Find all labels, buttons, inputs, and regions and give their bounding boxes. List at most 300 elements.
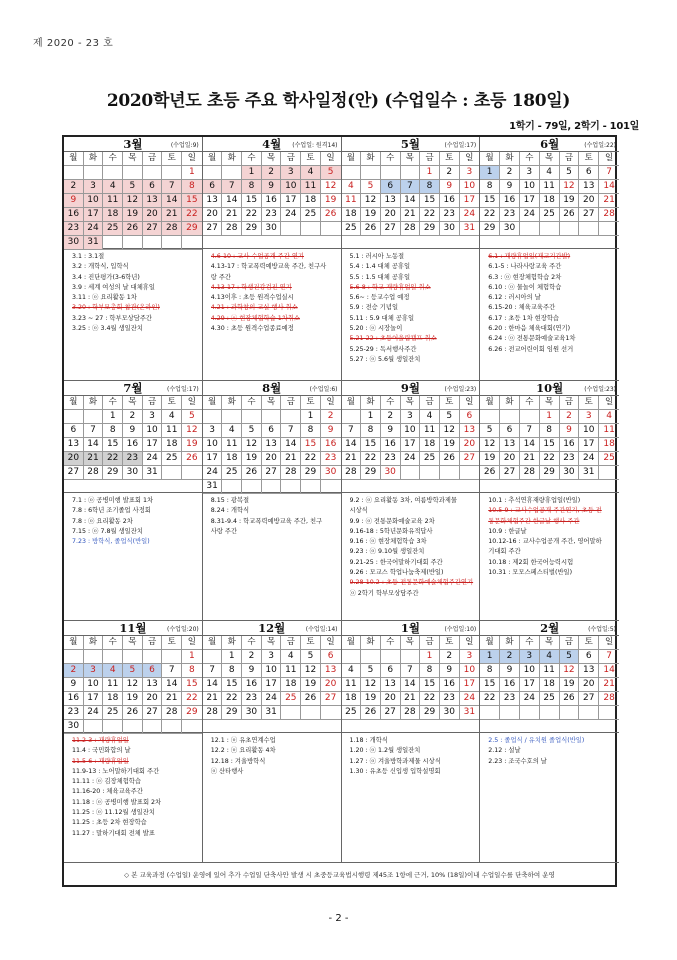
weekday-header: 목 bbox=[401, 396, 421, 410]
empty-cell bbox=[123, 720, 143, 734]
weekday-header: 금 bbox=[560, 152, 580, 166]
month-name: 6월 bbox=[540, 137, 560, 151]
weekday-header: 금 bbox=[281, 396, 301, 410]
day-cell: 4 bbox=[103, 664, 123, 678]
school-days-count: (수업일:6) bbox=[309, 386, 338, 393]
day-cell: 30 bbox=[321, 466, 341, 480]
day-cell: 29 bbox=[182, 222, 202, 236]
day-cell: 8 bbox=[182, 180, 202, 194]
day-cell: 17 bbox=[143, 438, 163, 452]
day-cell: 11 bbox=[103, 678, 123, 692]
day-cell: 7 bbox=[401, 664, 421, 678]
event-item: 6.10 : ⓞ 물놀이 체험학습 bbox=[488, 283, 562, 291]
day-cell: 3 bbox=[203, 424, 223, 438]
day-cell: 12 bbox=[361, 194, 381, 208]
day-cell: 12 bbox=[301, 664, 321, 678]
day-cell: 19 bbox=[321, 194, 341, 208]
month-header bbox=[480, 381, 619, 395]
month-calendar bbox=[64, 381, 203, 493]
empty-cell bbox=[560, 222, 580, 236]
month-header bbox=[480, 621, 619, 635]
month-header bbox=[342, 381, 480, 395]
event-item: 5.9 : 전승 기념일 bbox=[349, 304, 399, 312]
event-item: 11.2-3 : 재량휴업일 bbox=[72, 737, 129, 744]
day-cell: 17 bbox=[262, 678, 282, 692]
empty-cell bbox=[342, 410, 362, 424]
day-cell: 21 bbox=[401, 692, 421, 706]
day-cell: 13 bbox=[143, 194, 163, 208]
day-cell: 5 bbox=[560, 650, 580, 664]
weekday-header: 토 bbox=[162, 396, 182, 410]
day-cell: 1 bbox=[242, 166, 262, 180]
day-cell: 31 bbox=[579, 466, 599, 480]
day-cell: 14 bbox=[84, 438, 104, 452]
day-cell: 28 bbox=[401, 222, 421, 236]
day-cell: 1 bbox=[540, 410, 560, 424]
empty-cell bbox=[64, 650, 84, 664]
day-cell: 17 bbox=[460, 678, 480, 692]
school-days-count: (수업일:17) bbox=[444, 142, 477, 149]
event-item: 11.27 : 말하기대회 전체 발표 bbox=[72, 829, 155, 837]
month-calendar bbox=[480, 137, 619, 249]
day-cell: 5 bbox=[182, 410, 202, 424]
month-name: 1월 bbox=[400, 621, 420, 635]
day-cell: 1 bbox=[480, 166, 500, 180]
day-cell: 15 bbox=[540, 438, 560, 452]
day-cell: 6 bbox=[321, 650, 341, 664]
day-cell: 19 bbox=[560, 194, 580, 208]
day-cell: 8 bbox=[420, 180, 440, 194]
day-cell: 13 bbox=[321, 664, 341, 678]
empty-cell bbox=[242, 410, 262, 424]
day-cell: 15 bbox=[480, 194, 500, 208]
empty-cell bbox=[440, 466, 460, 480]
event-item: 12.2 : ⓞ 요리활동 4차 bbox=[210, 747, 276, 755]
month-grid bbox=[480, 635, 619, 720]
page-title: 2020학년도 초등 주요 학사일정(안) (수업일수 : 초등 180일) bbox=[106, 91, 571, 111]
empty-cell bbox=[520, 222, 540, 236]
weekday-header: 월 bbox=[342, 396, 362, 410]
day-cell: 13 bbox=[579, 180, 599, 194]
event-item: 11.11 : ⓞ 김장체험학습 bbox=[72, 778, 141, 786]
event-item: 11.25 : ⓞ 11.12월 생일잔치 bbox=[72, 809, 155, 817]
event-item: 9.9 : ⓞ 전통문화예술교육 2차 bbox=[349, 517, 435, 525]
month-header bbox=[64, 621, 202, 635]
school-days-count: (수업일:10) bbox=[444, 626, 477, 633]
day-cell: 10 bbox=[203, 438, 223, 452]
day-cell: 7 bbox=[401, 180, 421, 194]
day-cell: 14 bbox=[401, 678, 421, 692]
day-cell: 26 bbox=[480, 466, 500, 480]
day-cell: 4 bbox=[342, 664, 362, 678]
empty-cell bbox=[103, 166, 123, 180]
day-cell: 17 bbox=[84, 692, 104, 706]
weekday-header: 수 bbox=[242, 152, 262, 166]
weekday-header: 일 bbox=[460, 636, 480, 650]
weekday-header: 금 bbox=[281, 152, 301, 166]
empty-cell bbox=[162, 720, 182, 734]
event-item: 10.1 : 추석연휴재량휴업일(반일) bbox=[488, 497, 581, 504]
day-cell: 9 bbox=[64, 194, 84, 208]
day-cell: 11 bbox=[599, 424, 619, 438]
day-cell: 18 bbox=[281, 678, 301, 692]
day-cell: 18 bbox=[342, 208, 362, 222]
weekday-header: 목 bbox=[123, 396, 143, 410]
day-cell: 29 bbox=[420, 706, 440, 720]
day-cell: 27 bbox=[64, 466, 84, 480]
day-cell: 2 bbox=[64, 664, 84, 678]
day-cell: 1 bbox=[182, 650, 202, 664]
empty-cell bbox=[203, 166, 223, 180]
day-cell: 6 bbox=[262, 424, 282, 438]
day-cell: 30 bbox=[440, 222, 460, 236]
day-cell: 4 bbox=[103, 180, 123, 194]
day-cell: 31 bbox=[203, 480, 223, 494]
day-cell: 30 bbox=[560, 466, 580, 480]
day-cell: 17 bbox=[401, 438, 421, 452]
day-cell: 10 bbox=[520, 180, 540, 194]
empty-cell bbox=[84, 166, 104, 180]
month-calendar bbox=[203, 381, 342, 493]
weekday-header: 토 bbox=[440, 396, 460, 410]
day-cell: 19 bbox=[123, 208, 143, 222]
month-events bbox=[480, 733, 619, 863]
day-cell: 6 bbox=[460, 410, 480, 424]
day-cell: 14 bbox=[281, 438, 301, 452]
event-item: 9.16 : ⓞ 현장체험학습 3차 bbox=[349, 538, 427, 546]
event-item: 시상식 bbox=[349, 507, 368, 515]
day-cell: 7 bbox=[203, 664, 223, 678]
day-cell: 9 bbox=[381, 424, 401, 438]
day-cell: 29 bbox=[361, 466, 381, 480]
weekday-header: 화 bbox=[84, 636, 104, 650]
day-cell: 4 bbox=[420, 410, 440, 424]
month-events bbox=[342, 733, 481, 863]
school-days-count: (수업일:23) bbox=[584, 386, 616, 393]
weekday-header: 목 bbox=[123, 152, 143, 166]
day-cell: 21 bbox=[281, 452, 301, 466]
day-cell: 5 bbox=[480, 424, 500, 438]
day-cell: 16 bbox=[500, 194, 520, 208]
event-item: 11.16-20 : 체육교육주간 bbox=[72, 788, 143, 796]
month-grid bbox=[342, 395, 480, 480]
empty-cell bbox=[262, 410, 282, 424]
day-cell: 2 bbox=[440, 166, 460, 180]
weekday-header: 목 bbox=[262, 396, 282, 410]
month-header bbox=[203, 381, 341, 395]
day-cell: 10 bbox=[579, 424, 599, 438]
event-item: 3.9 : 세계 여성의 날 대체휴일 bbox=[72, 283, 155, 291]
event-item: 4.13이후 : 초등 원격수업실시 bbox=[210, 294, 294, 302]
weekday-header: 화 bbox=[222, 636, 242, 650]
month-calendar bbox=[480, 621, 619, 733]
day-cell: 23 bbox=[64, 222, 84, 236]
month-calendar bbox=[342, 621, 481, 733]
day-cell: 6 bbox=[579, 166, 599, 180]
day-cell: 14 bbox=[401, 194, 421, 208]
day-cell: 22 bbox=[301, 452, 321, 466]
day-cell: 11 bbox=[342, 678, 362, 692]
empty-cell bbox=[203, 410, 223, 424]
weekday-header: 토 bbox=[301, 396, 321, 410]
event-item: 5.11 : 5.9 대체 공휴일 bbox=[349, 314, 415, 322]
day-cell: 5 bbox=[361, 180, 381, 194]
day-cell: 15 bbox=[182, 194, 202, 208]
day-cell: 16 bbox=[64, 692, 84, 706]
day-cell: 18 bbox=[162, 438, 182, 452]
day-cell: 2 bbox=[560, 410, 580, 424]
day-cell: 18 bbox=[599, 438, 619, 452]
day-cell: 14 bbox=[342, 438, 362, 452]
weekday-header: 일 bbox=[599, 396, 619, 410]
event-item: 5.20 : ⓞ 시장놀이 bbox=[349, 325, 403, 333]
event-item: 2.12 : 설날 bbox=[488, 747, 521, 755]
day-cell: 21 bbox=[401, 208, 421, 222]
day-cell: 19 bbox=[361, 692, 381, 706]
school-days-count: (수업일:17) bbox=[167, 386, 199, 393]
day-cell: 16 bbox=[440, 194, 460, 208]
empty-cell bbox=[500, 706, 520, 720]
empty-cell bbox=[520, 410, 540, 424]
day-cell: 21 bbox=[342, 452, 362, 466]
day-cell: 18 bbox=[301, 194, 321, 208]
day-cell: 17 bbox=[520, 194, 540, 208]
day-cell: 22 bbox=[480, 208, 500, 222]
day-cell: 1 bbox=[480, 650, 500, 664]
day-cell: 20 bbox=[143, 692, 163, 706]
day-cell: 21 bbox=[203, 692, 223, 706]
empty-cell bbox=[342, 650, 362, 664]
day-cell: 20 bbox=[579, 194, 599, 208]
weekday-header: 일 bbox=[321, 152, 341, 166]
day-cell: 19 bbox=[182, 438, 202, 452]
day-cell: 27 bbox=[143, 222, 163, 236]
day-cell: 12 bbox=[123, 194, 143, 208]
day-cell: 22 bbox=[182, 208, 202, 222]
day-cell: 23 bbox=[123, 452, 143, 466]
day-cell: 7 bbox=[162, 664, 182, 678]
day-cell: 28 bbox=[84, 466, 104, 480]
day-cell: 15 bbox=[361, 438, 381, 452]
day-cell: 28 bbox=[281, 466, 301, 480]
day-cell: 8 bbox=[103, 424, 123, 438]
empty-cell bbox=[281, 480, 301, 494]
month-header bbox=[203, 137, 341, 151]
day-cell: 12 bbox=[560, 180, 580, 194]
day-cell: 27 bbox=[203, 222, 223, 236]
day-cell: 29 bbox=[301, 466, 321, 480]
day-cell: 14 bbox=[520, 438, 540, 452]
day-cell: 22 bbox=[361, 452, 381, 466]
weekday-header: 일 bbox=[460, 396, 480, 410]
day-cell: 3 bbox=[520, 166, 540, 180]
weekday-header: 일 bbox=[321, 636, 341, 650]
month-name: 4월 bbox=[262, 137, 282, 151]
empty-cell bbox=[281, 706, 301, 720]
day-cell: 24 bbox=[401, 452, 421, 466]
event-item: 기대회 주간 bbox=[488, 548, 521, 556]
day-cell: 27 bbox=[143, 706, 163, 720]
weekday-header: 수 bbox=[381, 396, 401, 410]
day-cell: 24 bbox=[84, 706, 104, 720]
month-header bbox=[480, 137, 619, 151]
day-cell: 26 bbox=[440, 452, 460, 466]
day-cell: 27 bbox=[579, 692, 599, 706]
empty-cell bbox=[301, 480, 321, 494]
empty-cell bbox=[84, 650, 104, 664]
day-cell: 7 bbox=[599, 166, 619, 180]
day-cell: 2 bbox=[64, 180, 84, 194]
weekday-header: 화 bbox=[500, 396, 520, 410]
day-cell: 23 bbox=[440, 692, 460, 706]
day-cell: 11 bbox=[103, 194, 123, 208]
day-cell: 13 bbox=[64, 438, 84, 452]
empty-cell bbox=[103, 650, 123, 664]
weekday-header: 일 bbox=[182, 396, 202, 410]
weekday-header: 수 bbox=[520, 636, 540, 650]
day-cell: 25 bbox=[162, 452, 182, 466]
day-cell: 4 bbox=[301, 166, 321, 180]
day-cell: 10 bbox=[460, 664, 480, 678]
day-cell: 10 bbox=[143, 424, 163, 438]
weekday-header: 토 bbox=[579, 152, 599, 166]
school-days-count: (수업일:9) bbox=[170, 142, 199, 149]
day-cell: 12 bbox=[560, 664, 580, 678]
day-cell: 18 bbox=[103, 692, 123, 706]
month-calendar bbox=[64, 621, 203, 733]
event-item: 1.30 : 유초등 신입생 입학설명회 bbox=[349, 767, 441, 775]
empty-cell bbox=[361, 166, 381, 180]
day-cell: 13 bbox=[143, 678, 163, 692]
day-cell: 12 bbox=[123, 678, 143, 692]
day-cell: 30 bbox=[64, 236, 84, 250]
day-cell: 11 bbox=[420, 424, 440, 438]
day-cell: 10 bbox=[84, 194, 104, 208]
month-calendar bbox=[203, 621, 342, 733]
day-cell: 4 bbox=[281, 650, 301, 664]
day-cell: 18 bbox=[540, 194, 560, 208]
day-cell: 8 bbox=[222, 664, 242, 678]
day-cell: 6 bbox=[143, 664, 163, 678]
day-cell: 1 bbox=[182, 166, 202, 180]
day-cell: 3 bbox=[84, 664, 104, 678]
day-cell: 10 bbox=[520, 664, 540, 678]
day-cell: 7 bbox=[520, 424, 540, 438]
month-events bbox=[480, 493, 619, 621]
day-cell: 5 bbox=[321, 166, 341, 180]
event-item: 3.23 ~ 27 : 학부모상담주간 bbox=[72, 314, 153, 322]
empty-cell bbox=[182, 466, 202, 480]
weekday-header: 금 bbox=[560, 636, 580, 650]
day-cell: 8 bbox=[242, 180, 262, 194]
weekday-header: 화 bbox=[500, 152, 520, 166]
day-cell: 11 bbox=[540, 664, 560, 678]
day-cell: 30 bbox=[123, 466, 143, 480]
event-item: 4.13-17 : 학교폭력예방교육 주간, 친구사 bbox=[210, 263, 327, 271]
day-cell: 11 bbox=[342, 194, 362, 208]
footnote: ◇ 본 교육과정 (수업일) 운영에 있어 추가 수업일 단축사안 발생 시 초중등교육법시행령 제45조 1항에 근거, 10% (18일)이내 수업일수를 단축하여 운영 bbox=[124, 871, 555, 879]
day-cell: 23 bbox=[64, 706, 84, 720]
day-cell: 29 bbox=[182, 706, 202, 720]
month-events bbox=[203, 493, 342, 621]
weekday-header: 월 bbox=[203, 636, 223, 650]
empty-cell bbox=[84, 720, 104, 734]
event-item: 5.25-29 : 독서행사주간 bbox=[349, 345, 417, 353]
month-grid bbox=[64, 151, 202, 250]
empty-cell bbox=[222, 480, 242, 494]
day-cell: 18 bbox=[342, 692, 362, 706]
day-cell: 15 bbox=[242, 194, 262, 208]
month-events bbox=[64, 733, 203, 863]
day-cell: 5 bbox=[123, 180, 143, 194]
day-cell: 18 bbox=[103, 208, 123, 222]
month-calendar bbox=[64, 137, 203, 249]
day-cell: 16 bbox=[381, 438, 401, 452]
day-cell: 24 bbox=[143, 452, 163, 466]
day-cell: 20 bbox=[203, 208, 223, 222]
day-cell: 9 bbox=[500, 180, 520, 194]
day-cell: 17 bbox=[84, 208, 104, 222]
day-cell: 12 bbox=[182, 424, 202, 438]
day-cell: 1 bbox=[420, 166, 440, 180]
weekday-header: 일 bbox=[460, 152, 480, 166]
weekday-header: 금 bbox=[420, 152, 440, 166]
day-cell: 24 bbox=[203, 466, 223, 480]
empty-cell bbox=[64, 166, 84, 180]
empty-cell bbox=[321, 480, 341, 494]
day-cell: 25 bbox=[301, 208, 321, 222]
day-cell: 2 bbox=[500, 166, 520, 180]
day-cell: 27 bbox=[460, 452, 480, 466]
day-cell: 19 bbox=[242, 452, 262, 466]
empty-cell bbox=[599, 222, 619, 236]
event-item: 9.23 : ⓞ 9.10월 생일잔치 bbox=[349, 548, 425, 556]
empty-cell bbox=[579, 222, 599, 236]
event-item: 3.20 : 학부모총회 참관(온라인) bbox=[72, 304, 160, 312]
weekday-header: 일 bbox=[599, 152, 619, 166]
event-item: 9.28-10.2 : 초등 전통문화예술체험주간연기 bbox=[349, 579, 474, 587]
empty-cell bbox=[143, 650, 163, 664]
empty-cell bbox=[203, 650, 223, 664]
weekday-header: 토 bbox=[579, 636, 599, 650]
event-item: ⓞ 2학기 학부모상담주간 bbox=[349, 589, 419, 597]
day-cell: 15 bbox=[420, 194, 440, 208]
event-item: 3.1 : 3.1절 bbox=[72, 253, 105, 260]
calendar-sheet bbox=[62, 135, 617, 887]
day-cell: 28 bbox=[401, 706, 421, 720]
event-item: 6.24 : ⓞ 전통문화예술교육1차 bbox=[488, 335, 576, 343]
weekday-header: 토 bbox=[579, 396, 599, 410]
day-cell: 2 bbox=[262, 166, 282, 180]
weekday-header: 금 bbox=[143, 636, 163, 650]
day-cell: 7 bbox=[222, 180, 242, 194]
day-cell: 13 bbox=[381, 194, 401, 208]
day-cell: 8 bbox=[480, 180, 500, 194]
day-cell: 26 bbox=[560, 208, 580, 222]
day-cell: 23 bbox=[500, 208, 520, 222]
weekday-header: 금 bbox=[420, 396, 440, 410]
event-item: 사랑 주간 bbox=[210, 527, 238, 535]
day-cell: 16 bbox=[440, 678, 460, 692]
day-cell: 7 bbox=[599, 650, 619, 664]
day-cell: 26 bbox=[560, 692, 580, 706]
weekday-header: 화 bbox=[222, 396, 242, 410]
day-cell: 22 bbox=[420, 692, 440, 706]
day-cell: 5 bbox=[361, 664, 381, 678]
school-days-count: (수업일:22) bbox=[584, 142, 616, 149]
day-cell: 24 bbox=[281, 208, 301, 222]
day-cell: 12 bbox=[361, 678, 381, 692]
